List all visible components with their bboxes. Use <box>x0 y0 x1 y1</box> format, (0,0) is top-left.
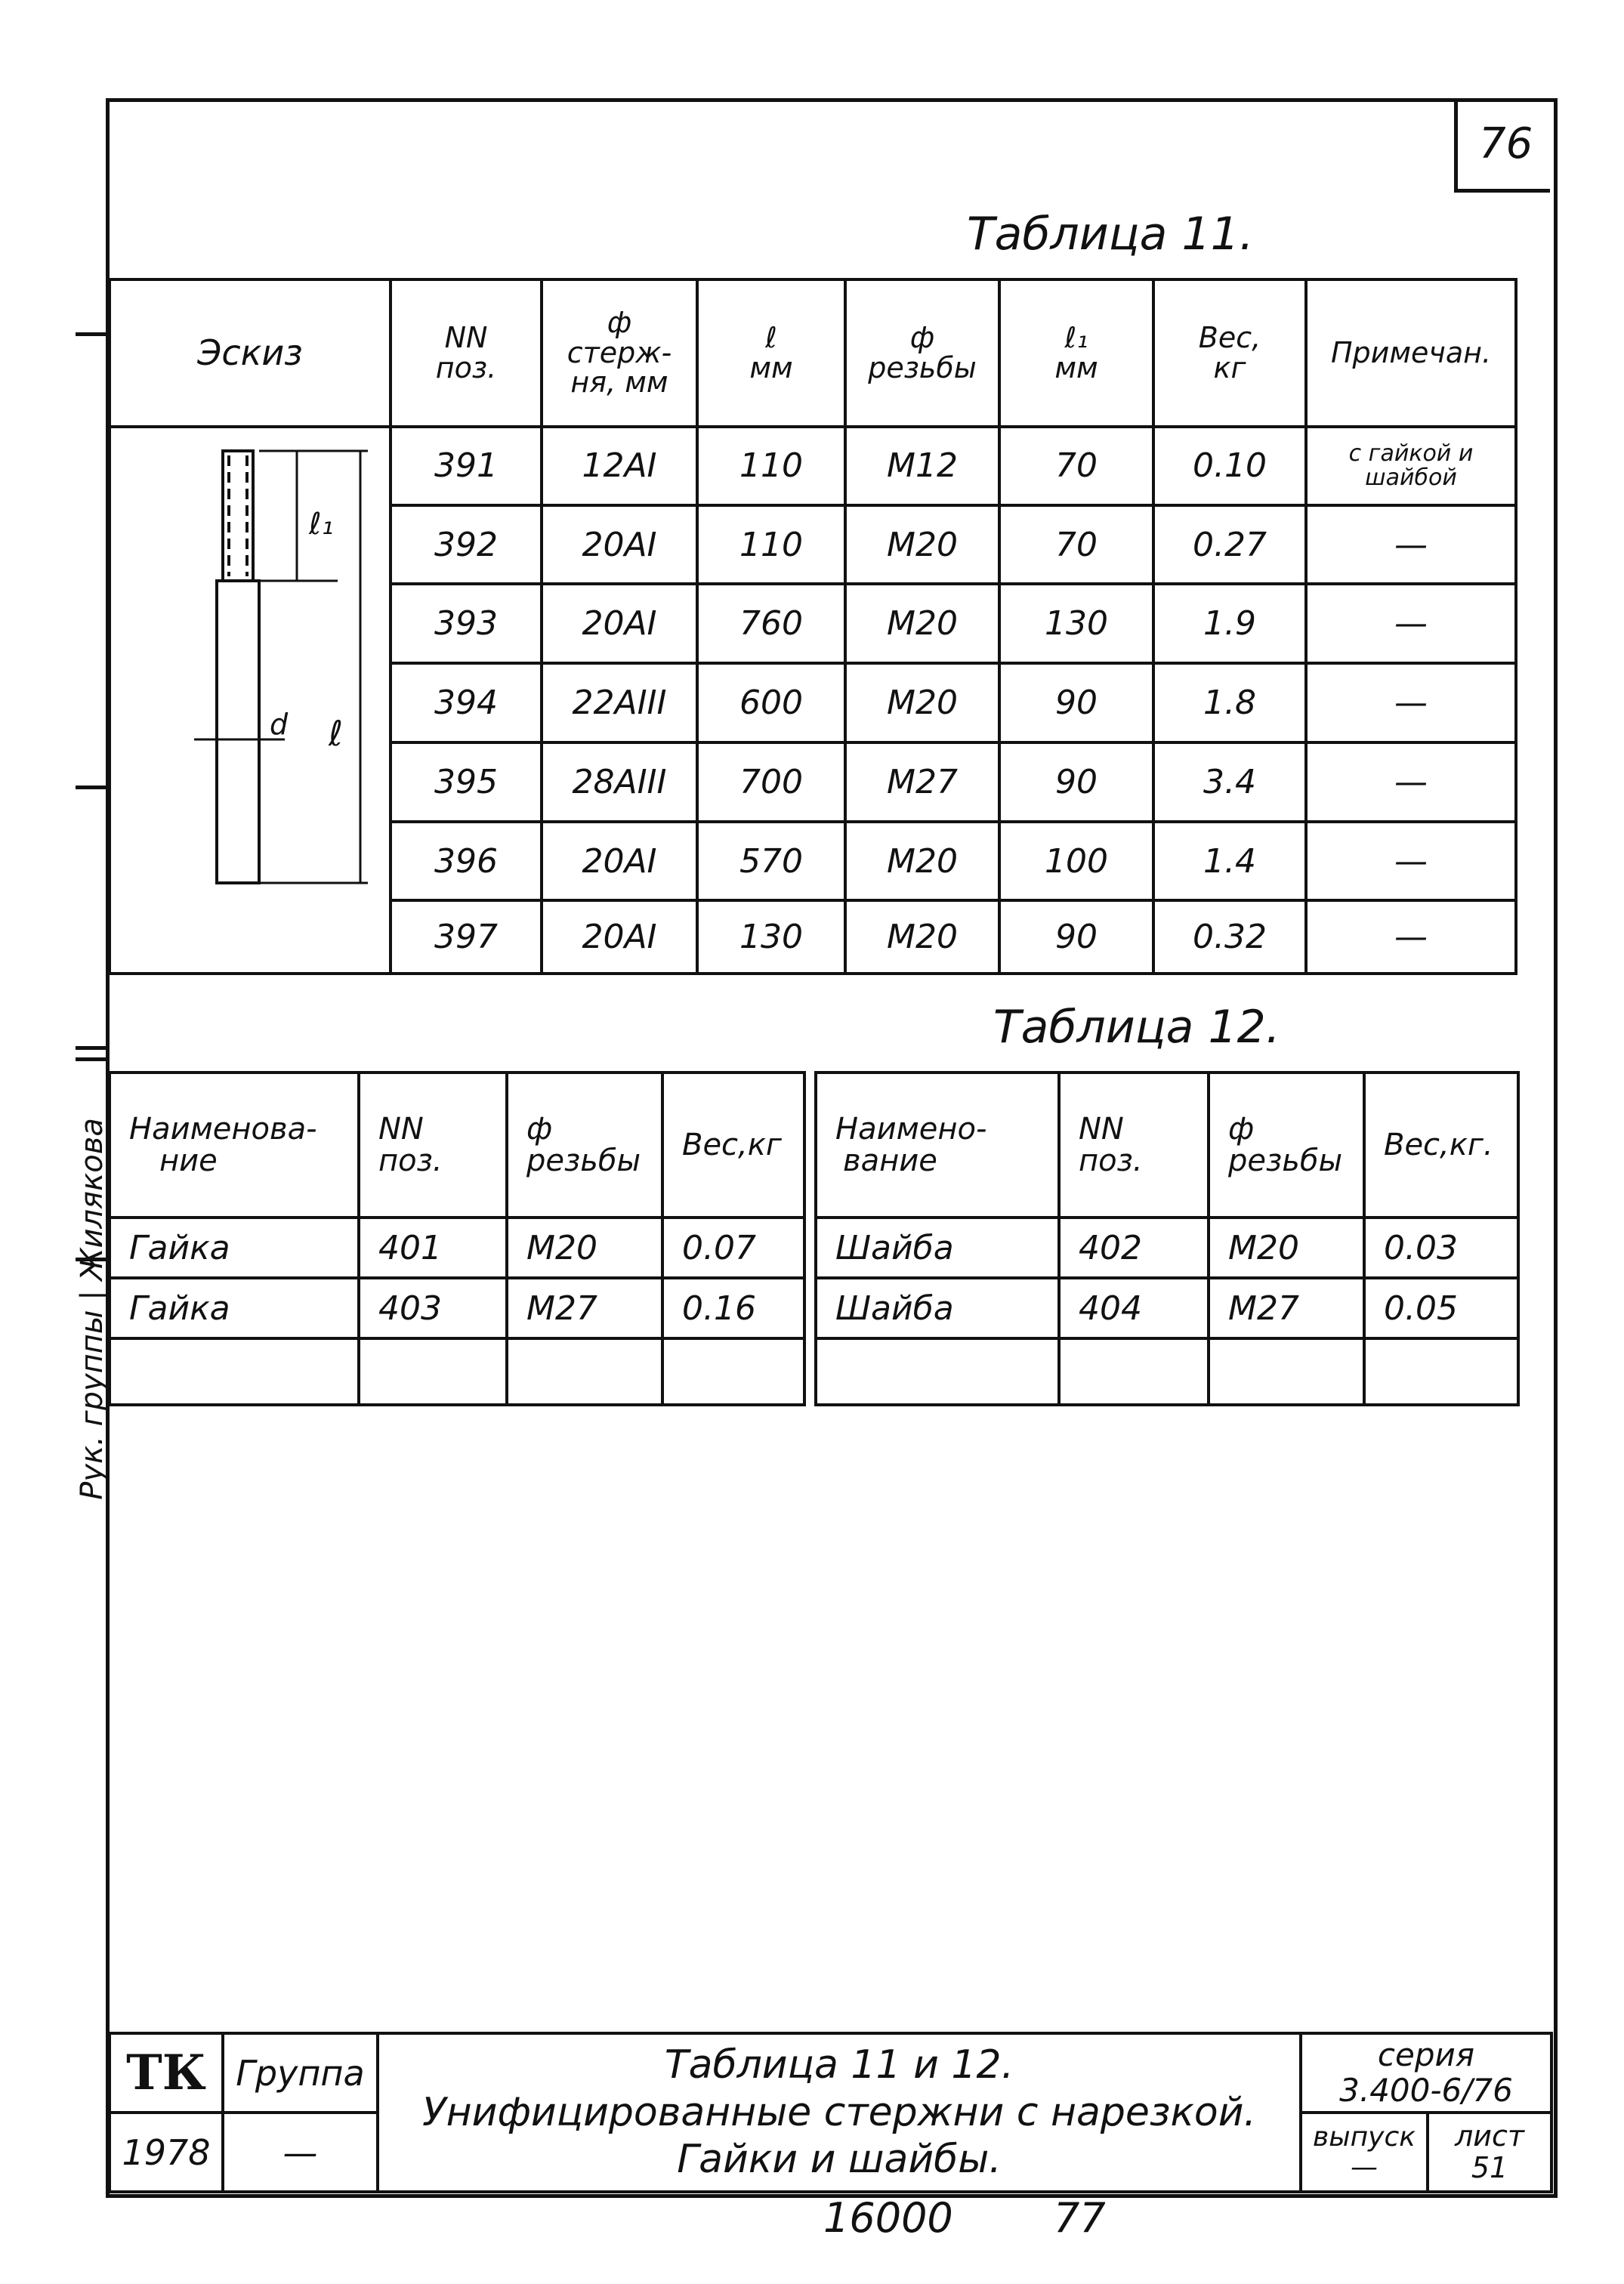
header-pos: NN поз. <box>1059 1073 1209 1218</box>
cell-pos: 394 <box>391 663 542 742</box>
header-rod-diameter: ф стерж- ня, мм <box>542 279 697 427</box>
header-note: Примечан. <box>1306 279 1516 427</box>
cell-weight: 0.05 <box>1364 1278 1518 1338</box>
header-weight: Вес,кг <box>662 1073 804 1218</box>
cell-thread: M20 <box>845 584 999 663</box>
header-thread: ф резьбы <box>1209 1073 1364 1218</box>
issue-cell <box>1301 2113 1428 2192</box>
sheet-cell <box>1428 2113 1551 2192</box>
sketch-cell <box>110 427 391 974</box>
table12-title: Таблица 12. <box>993 1001 1280 1054</box>
group-value: — <box>223 2113 378 2192</box>
cell-weight: 0.27 <box>1153 505 1306 585</box>
sketch-label-l: ℓ <box>329 713 344 754</box>
header-length: ℓ мм <box>697 279 845 427</box>
cell-name: Шайба <box>816 1218 1059 1278</box>
table11-title: Таблица 11. <box>967 208 1254 261</box>
table11 <box>108 278 1517 975</box>
cell-thread: M27 <box>845 742 999 822</box>
cell-rod: 12AI <box>542 427 697 505</box>
cell-pos: 391 <box>391 427 542 505</box>
header-weight: Вес,кг. <box>1364 1073 1518 1218</box>
cell-thread: M12 <box>845 427 999 505</box>
cell-empty <box>1209 1338 1364 1405</box>
org-code: ТК <box>110 2033 223 2113</box>
cell-pos: 392 <box>391 505 542 585</box>
drawing-title-line: Унифицированные стержни с нарезкой. <box>421 2089 1257 2135</box>
table12-right <box>814 1071 1520 1406</box>
drawing-title-line: Гайки и шайбы. <box>677 2137 1002 2183</box>
cell-length: 700 <box>697 742 845 822</box>
sketch-label-d: d <box>270 708 289 741</box>
cell-note: — <box>1306 663 1516 742</box>
table-row <box>816 1218 1518 1278</box>
header-thread: ф резьбы <box>507 1073 662 1218</box>
header-sketch: Эскиз <box>110 279 391 427</box>
margin-tick <box>76 332 107 336</box>
cell-length: 760 <box>697 584 845 663</box>
cell-thread: M20 <box>845 822 999 901</box>
cell-rod: 20AI <box>542 822 697 901</box>
cell-length: 600 <box>697 663 845 742</box>
cell-weight: 1.9 <box>1153 584 1306 663</box>
cell-l1: 100 <box>999 822 1153 901</box>
page-number: 76 <box>1479 119 1533 168</box>
cell-l1: 90 <box>999 663 1153 742</box>
series-label: серия <box>1377 2036 1475 2074</box>
sketch-label-l1: ℓ₁ <box>309 507 334 542</box>
cell-note: — <box>1306 505 1516 585</box>
cell-l1: 70 <box>999 505 1153 585</box>
drawing-title-line: Таблица 11 и 12. <box>664 2042 1014 2088</box>
cell-l1: 90 <box>999 900 1153 974</box>
drawing-title <box>378 2033 1301 2192</box>
cell-weight: 1.4 <box>1153 822 1306 901</box>
cell-name: Гайка <box>110 1278 359 1338</box>
cell-empty <box>110 1338 359 1405</box>
table-row <box>110 1338 804 1405</box>
cell-pos: 401 <box>359 1218 507 1278</box>
header-weight: Вес, кг <box>1153 279 1306 427</box>
cell-pos: 404 <box>1059 1278 1209 1338</box>
cell-thread: M20 <box>845 663 999 742</box>
cell-thread: M27 <box>507 1278 662 1338</box>
sheet-value: 51 <box>1471 2150 1508 2184</box>
group-label: Группа <box>223 2033 378 2113</box>
cell-note: — <box>1306 822 1516 901</box>
cell-empty <box>1059 1338 1209 1405</box>
cell-pos: 395 <box>391 742 542 822</box>
table-row <box>816 1278 1518 1338</box>
cell-rod: 20AI <box>542 584 697 663</box>
header-pos: NN поз. <box>359 1073 507 1218</box>
page-number-box <box>1454 98 1550 193</box>
cell-thread: M20 <box>507 1218 662 1278</box>
issue-value: — <box>1351 2151 1378 2183</box>
header-name: Наимено- вание <box>816 1073 1059 1218</box>
cell-length: 570 <box>697 822 845 901</box>
side-stamp <box>69 869 110 1715</box>
cell-pos: 403 <box>359 1278 507 1338</box>
cell-rod: 20AI <box>542 900 697 974</box>
header-thread: ф резьбы <box>845 279 999 427</box>
table-row <box>110 427 1516 505</box>
header-pos: NN поз. <box>391 279 542 427</box>
sheet-label: лист <box>1454 2119 1524 2153</box>
cell-name: Гайка <box>110 1218 359 1278</box>
cell-weight: 0.16 <box>662 1278 804 1338</box>
cell-thread: M20 <box>845 900 999 974</box>
cell-thread: M20 <box>1209 1218 1364 1278</box>
cell-empty <box>1364 1338 1518 1405</box>
cell-note: — <box>1306 742 1516 822</box>
series-value: 3.400-6/76 <box>1339 2071 1513 2109</box>
cell-empty <box>662 1338 804 1405</box>
side-stamp-text: Рук. группы | Жилякова <box>75 1118 110 1500</box>
title-block <box>108 2032 1553 2193</box>
cell-empty <box>816 1338 1059 1405</box>
cell-note: с гайкой и шайбой <box>1306 427 1516 505</box>
year: 1978 <box>110 2113 223 2192</box>
cell-weight: 0.32 <box>1153 900 1306 974</box>
table-row <box>110 1218 804 1278</box>
cell-thread: M20 <box>845 505 999 585</box>
cell-weight: 0.07 <box>662 1218 804 1278</box>
cell-pos: 397 <box>391 900 542 974</box>
footer-right: 77 <box>1054 2194 1106 2242</box>
table12-left <box>108 1071 806 1406</box>
header-name: Наименова- ние <box>110 1073 359 1218</box>
rod-sketch <box>111 428 391 972</box>
footer-left: 16000 <box>823 2194 953 2242</box>
cell-length: 110 <box>697 427 845 505</box>
cell-thread: M27 <box>1209 1278 1364 1338</box>
cell-weight: 0.10 <box>1153 427 1306 505</box>
cell-note: — <box>1306 584 1516 663</box>
cell-weight: 0.03 <box>1364 1218 1518 1278</box>
header-l1: ℓ₁ мм <box>999 279 1153 427</box>
table-row <box>110 1278 804 1338</box>
cell-length: 110 <box>697 505 845 585</box>
cell-pos: 393 <box>391 584 542 663</box>
series-cell <box>1301 2033 1551 2113</box>
cell-rod: 20AI <box>542 505 697 585</box>
cell-l1: 90 <box>999 742 1153 822</box>
cell-empty <box>359 1338 507 1405</box>
cell-name: Шайба <box>816 1278 1059 1338</box>
cell-rod: 22AIII <box>542 663 697 742</box>
cell-pos: 402 <box>1059 1218 1209 1278</box>
cell-length: 130 <box>697 900 845 974</box>
margin-tick <box>76 786 107 789</box>
cell-weight: 1.8 <box>1153 663 1306 742</box>
cell-note: — <box>1306 900 1516 974</box>
issue-label: выпуск <box>1312 2121 1416 2153</box>
cell-pos: 396 <box>391 822 542 901</box>
table-row <box>816 1338 1518 1405</box>
cell-l1: 70 <box>999 427 1153 505</box>
cell-empty <box>507 1338 662 1405</box>
cell-l1: 130 <box>999 584 1153 663</box>
cell-weight: 3.4 <box>1153 742 1306 822</box>
cell-rod: 28AIII <box>542 742 697 822</box>
